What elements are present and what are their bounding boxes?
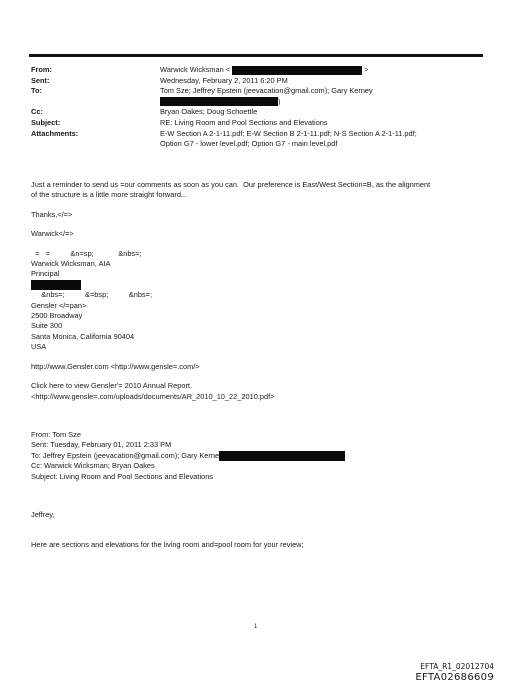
attachments-row	[31, 129, 481, 140]
greeting: Jeffrey,	[31, 509, 55, 519]
bates-number-small: EFTA_R1_02012704	[420, 662, 494, 671]
from-row	[31, 65, 481, 76]
to-value: Tom Sze; Jeffrey Epstein (jeevacation@gmail.com); Gary Kerney	[160, 86, 373, 96]
signature-address: 2500 Broadway	[31, 311, 83, 321]
sent-value: Wednesday, February 2, 2011 6:20 PM	[160, 75, 288, 85]
email-body	[31, 180, 486, 551]
bates-number-large: EFTA02686609	[415, 672, 494, 683]
signature-spacer-line: &nbs=; &=bsp; &nbs=;	[31, 290, 152, 300]
signature-address: Santa Monica, California 90404	[31, 331, 135, 341]
sign-off-name: Warwick</=>	[31, 229, 74, 239]
subject-row	[31, 118, 481, 129]
attachments-row-2	[31, 139, 481, 150]
sent-row	[31, 76, 481, 87]
from-suffix: >	[364, 65, 369, 74]
attachments-line-1[interactable]: E-W Section A 2-1-11.pdf; E-W Section B 2-1-11.pdf; N-S Section A 2-1-11.pdf;	[160, 128, 417, 138]
signature-spacer-line: = = &n=sp; &nbs=;	[31, 248, 142, 258]
attachments-label: Attachments:	[31, 128, 79, 138]
to-label: To:	[31, 86, 42, 96]
sign-off-thanks: Thanks,</=>	[31, 209, 73, 219]
to-suffix: )	[278, 96, 281, 106]
forwarded-subject: Subject: Living Room and Pool Sections and Elevations	[31, 471, 214, 481]
page-number: 1	[254, 624, 258, 630]
redaction-box	[160, 96, 281, 106]
redaction-box	[232, 66, 362, 75]
subject-value: RE: Living Room and Pool Sections and Elevations	[160, 117, 328, 127]
cc-value: Bryan Oakes; Doug Schoettle	[160, 107, 258, 117]
annual-report-url[interactable]: <http://www.gensle=.com/uploads/documents/AR_2010_10_22_2010.pdf>	[31, 391, 275, 401]
from-value: Warwick Wicksman <	[160, 65, 231, 74]
body-paragraph: of the structure is a little more straight forward...	[31, 190, 188, 200]
cc-row	[31, 107, 481, 118]
subject-label: Subject:	[31, 117, 61, 127]
forwarded-cc: Cc: Warwick Wicksman; Bryan Oakes	[31, 461, 155, 471]
header-rule	[29, 54, 483, 57]
redaction-box	[219, 451, 345, 461]
forwarded-to: To: Jeffrey Epstein (jeevacation@gmail.com); Gary Kerne	[31, 450, 220, 460]
email-header	[31, 65, 481, 150]
gensler-url-link[interactable]: http://www.Gensler.com <http://www.gensle=.com/>	[31, 361, 200, 371]
body-paragraph: Just a reminder to send us =our comments as soon as you can. Our preference is East/West Section=B, as the alignment	[31, 180, 431, 189]
attachments-line-2[interactable]: Option G7 - lower level.pdf; Option G7 - main level.pdf	[160, 139, 338, 149]
forwarded-sent: Sent: Tuesday, February 01, 2011 2:33 PM	[31, 440, 172, 450]
signature-address: USA	[31, 342, 47, 352]
signature-title: Principal	[31, 269, 60, 279]
signature-address: Suite 300	[31, 321, 63, 331]
closing-paragraph: Here are sections and elevations for the living room and=pool room for your review;	[31, 540, 304, 550]
from-label: From:	[31, 65, 52, 74]
signature-company: Gensler </=pan>	[31, 300, 87, 310]
sent-label: Sent:	[31, 75, 50, 85]
redaction-box	[31, 280, 81, 290]
cc-label: Cc:	[31, 107, 43, 117]
to-continuation-row	[31, 97, 481, 108]
annual-report-link[interactable]: Click here to view Gensler'= 2010 Annual Report.	[31, 381, 193, 391]
to-row	[31, 86, 481, 97]
signature-name: Warwick Wicksman, AIA	[31, 259, 111, 269]
forwarded-from: From: Tom Sze	[31, 429, 81, 439]
